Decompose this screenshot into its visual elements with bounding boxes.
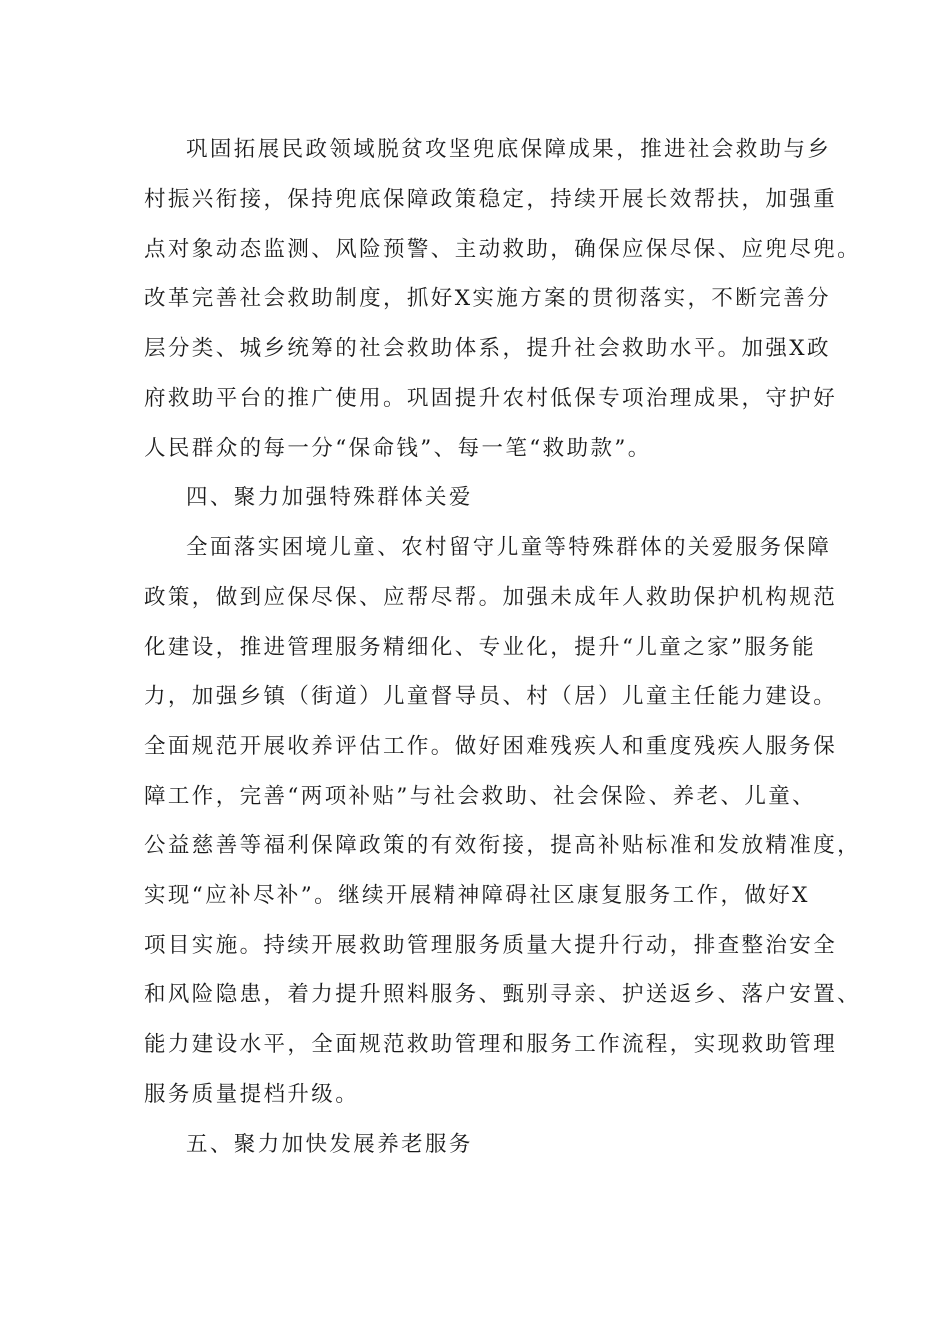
paragraph-line: 化建设，推进管理服务精细化、专业化，提升“儿童之家”服务能 — [144, 635, 817, 660]
paragraph-line: 巩固拓展民政领域脱贫攻坚兜底保障成果，推进社会救助与乡 — [186, 137, 832, 162]
section-heading-5: 五、聚力加快发展养老服务 — [186, 1132, 473, 1157]
paragraph-line: 实现“应补尽补”。继续开展精神障碍社区康复服务工作，做好X — [144, 883, 810, 908]
paragraph-line: 全面规范开展收养评估工作。做好困难残疾人和重度残疾人服务保 — [144, 734, 838, 759]
paragraph-line: 村振兴衔接，保持兜底保障政策稳定，持续开展长效帮扶，加强重 — [144, 187, 838, 212]
paragraph-line: 人民群众的每一分“保命钱”、每一笔“救助款”。 — [144, 436, 652, 461]
paragraph-line: 和风险隐患，着力提升照料服务、甄别寻亲、护送返乡、落户安置、 — [144, 982, 862, 1007]
paragraph-line: 府救助平台的推广使用。巩固提升农村低保专项治理成果，守护好 — [144, 386, 838, 411]
paragraph-line: 项目实施。持续开展救助管理服务质量大提升行动，排查整治安全 — [144, 933, 838, 958]
paragraph-line: 全面落实困境儿童、农村留守儿童等特殊群体的关爱服务保障 — [186, 535, 832, 560]
paragraph-line: 层分类、城乡统筹的社会救助体系，提升社会救助水平。加强X政 — [144, 336, 831, 361]
paragraph-line: 能力建设水平，全面规范救助管理和服务工作流程，实现救助管理 — [144, 1032, 838, 1057]
section-heading-4: 四、聚力加强特殊群体关爱 — [186, 485, 473, 510]
paragraph-line: 服务质量提档升级。 — [144, 1082, 360, 1107]
paragraph-line: 政策，做到应保尽保、应帮尽帮。加强未成年人救助保护机构规范 — [144, 585, 838, 610]
paragraph-line: 公益慈善等福利保障政策的有效衔接，提高补贴标准和发放精准度， — [144, 833, 862, 858]
paragraph-line: 障工作，完善“两项补贴”与社会救助、社会保险、养老、儿童、 — [144, 784, 817, 809]
paragraph-line: 点对象动态监测、风险预警、主动救助，确保应保尽保、应兜尽兜。 — [144, 237, 862, 262]
paragraph-line: 力，加强乡镇（街道）儿童督导员、村（居）儿童主任能力建设。 — [144, 684, 838, 709]
paragraph-line: 改革完善社会救助制度，抓好X实施方案的贯彻落实，不断完善分 — [144, 286, 831, 311]
